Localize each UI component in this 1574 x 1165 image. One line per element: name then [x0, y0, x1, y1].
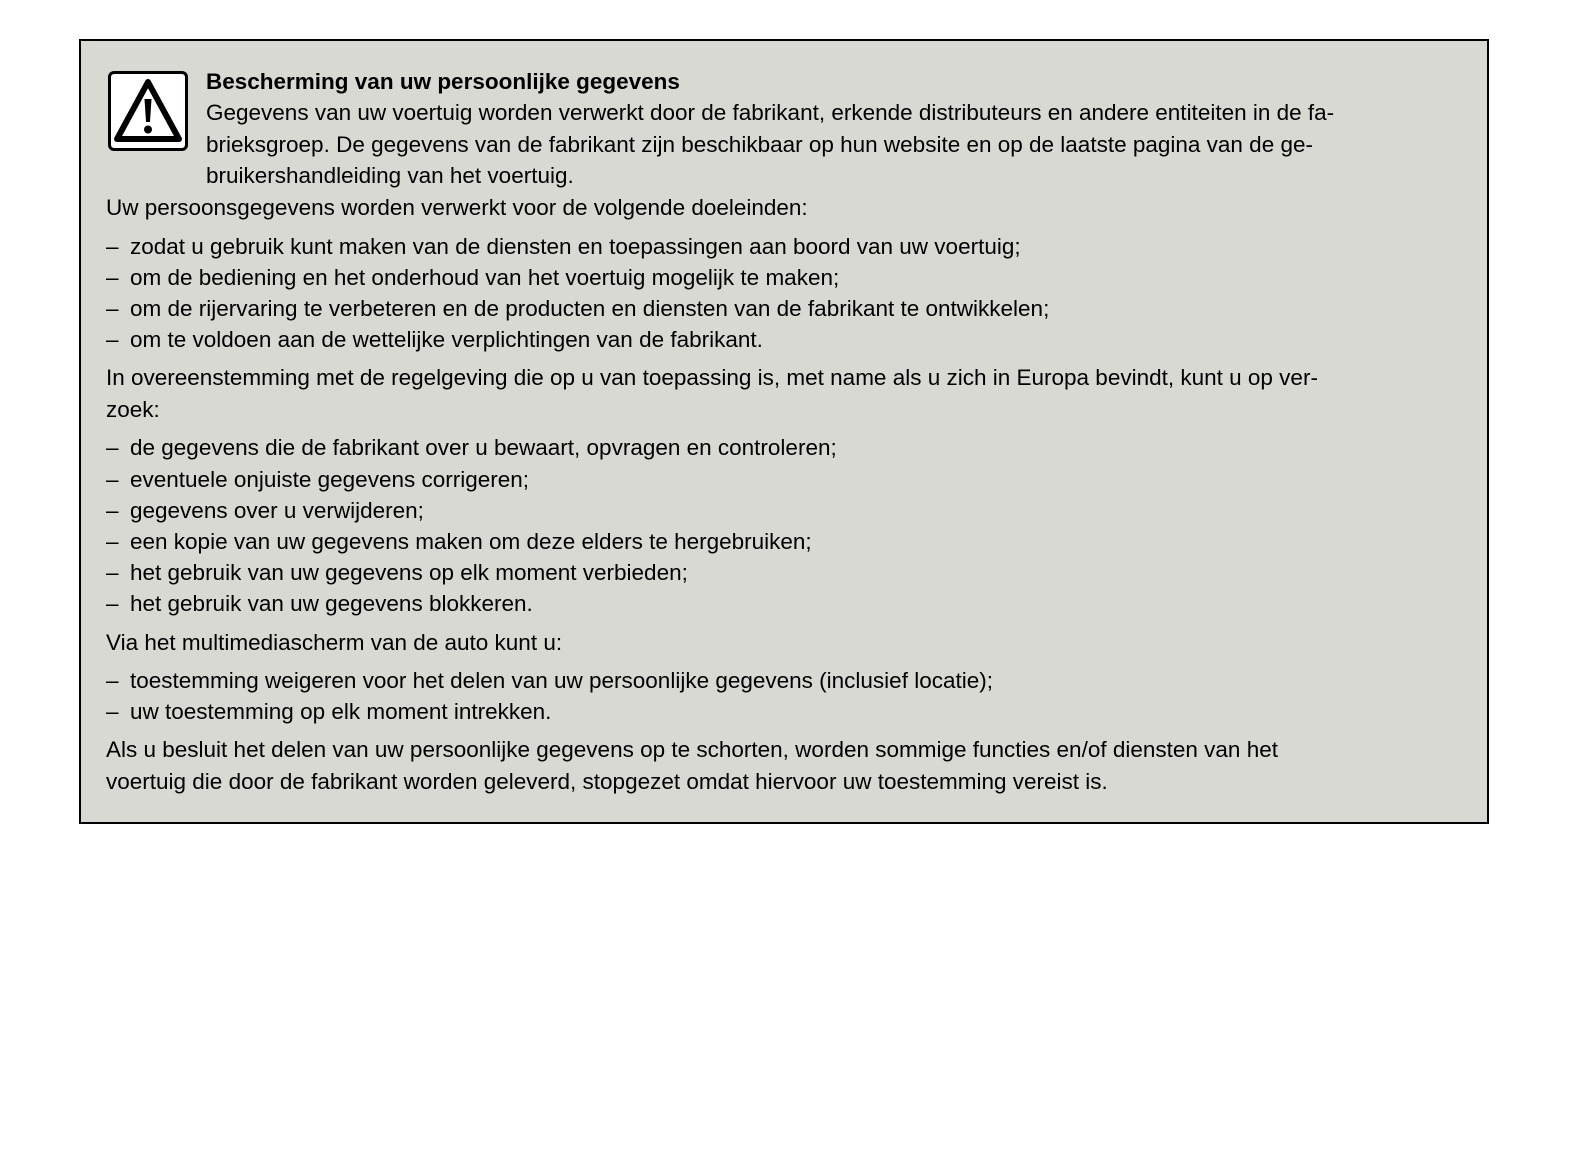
- list-item: [106, 464, 1461, 495]
- closing-line-2: voertuig die door de fabrikant worden geleverd, stopgezet omdat hiervoor uw toestemming vereist is.: [106, 768, 1108, 794]
- bullet-dash: –: [106, 699, 119, 725]
- list-item-text: gegevens over u verwijderen;: [130, 497, 424, 523]
- list-item: [106, 432, 1461, 463]
- bullet-dash: –: [106, 528, 119, 554]
- bullet-dash: –: [106, 295, 119, 321]
- rights-heading-line-2: zoek:: [106, 396, 160, 422]
- list-item: [106, 665, 1461, 696]
- warning-triangle-graphic: [114, 77, 182, 145]
- list-item: [106, 324, 1461, 355]
- list-item: [106, 262, 1461, 293]
- list-item-text: toestemming weigeren voor het delen van uw persoonlijke gegevens (inclusief locatie);: [130, 668, 993, 694]
- bullet-dash: –: [106, 264, 119, 290]
- notice-header: [106, 66, 1461, 192]
- bullet-dash: –: [106, 497, 119, 523]
- list-item: [106, 557, 1461, 588]
- list-item-text: zodat u gebruik kunt maken van de diensten en toepassingen aan boord van uw voertuig;: [130, 233, 1021, 259]
- intro-line-3: bruikershandleiding van het voertuig.: [206, 163, 574, 188]
- list-item-text: een kopie van uw gegevens maken om deze elders te hergebruiken;: [130, 528, 812, 554]
- bullet-dash: –: [106, 233, 119, 259]
- bullet-dash: –: [106, 466, 119, 492]
- rights-heading-line-1: In overeenstemming met de regelgeving die op u van toepassing is, met name als u zich in Europa bevindt, kunt u op ver-: [106, 365, 1318, 391]
- list-item-text: om de bediening en het onderhoud van het voertuig mogelijk te maken;: [130, 264, 840, 290]
- bullet-dash: –: [106, 435, 119, 461]
- privacy-notice-box: [79, 39, 1489, 824]
- bullet-dash: –: [106, 668, 119, 694]
- bullet-dash: –: [106, 327, 119, 353]
- list-item-text: het gebruik van uw gegevens blokkeren.: [130, 591, 533, 617]
- intro-line-1: Gegevens van uw voertuig worden verwerkt door de fabrikant, erkende distributeurs en andere entiteiten in de fa-: [206, 100, 1335, 125]
- multimedia-heading: Via het multimediascherm van de auto kunt u:: [106, 629, 563, 655]
- list-item: [106, 293, 1461, 324]
- list-item: [106, 588, 1461, 619]
- closing-line-1: Als u besluit het delen van uw persoonlijke gegevens op te schorten, worden sommige functies en/of diensten van het: [106, 737, 1278, 763]
- list-item-text: uw toestemming op elk moment intrekken.: [130, 699, 552, 725]
- list-item: [106, 231, 1461, 262]
- list-item-text: het gebruik van uw gegevens op elk moment verbieden;: [130, 560, 688, 586]
- list-item: [106, 526, 1461, 557]
- list-item: [106, 495, 1461, 526]
- notice-title: Bescherming van uw persoonlijke gegevens: [206, 69, 680, 94]
- list-item-text: om de rijervaring te verbeteren en de producten en diensten van de fabrikant te ontwikkelen;: [130, 295, 1050, 321]
- purposes-heading: Uw persoonsgegevens worden verwerkt voor de volgende doeleinden:: [106, 195, 808, 220]
- list-item-text: eventuele onjuiste gegevens corrigeren;: [130, 466, 530, 492]
- intro-line-2: brieksgroep. De gegevens van de fabrikant zijn beschikbaar op hun website en op de laatste pagina van de ge-: [206, 131, 1313, 157]
- bullet-dash: –: [106, 591, 119, 617]
- multimedia-options-list: [106, 665, 1461, 727]
- rights-list: [106, 432, 1461, 619]
- list-item: [106, 696, 1461, 727]
- purposes-list: [106, 231, 1461, 356]
- list-item-text: om te voldoen aan de wettelijke verplichtingen van de fabrikant.: [130, 327, 763, 353]
- list-item-text: de gegevens die de fabrikant over u bewaart, opvragen en controleren;: [130, 435, 837, 461]
- bullet-dash: –: [106, 560, 119, 586]
- warning-triangle-icon: [108, 71, 188, 151]
